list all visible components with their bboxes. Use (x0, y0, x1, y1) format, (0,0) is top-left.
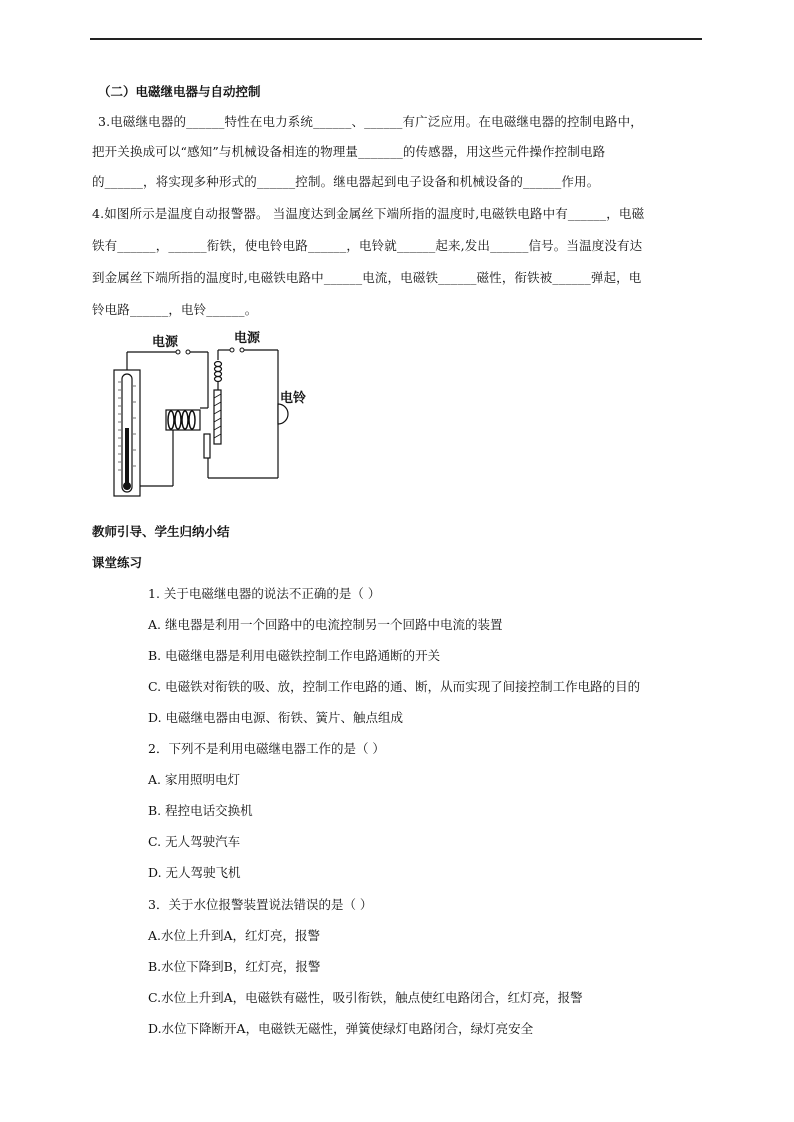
q3-line-2: 把开关换成可以“感知”与机械设备相连的物理量_______的传感器，用这些元件操作控制电路 (92, 144, 606, 159)
summary-heading: 教师引导、学生归纳小结 (92, 524, 230, 539)
question-1-option-b: B. 电磁继电器是利用电磁铁控制工作电路通断的开关 (148, 648, 441, 663)
question-1-option-c: C. 电磁铁对衔铁的吸、放，控制工作电路的通、断，从而实现了间接控制工作电路的目的 (148, 679, 641, 694)
power-label-2: 电源 (234, 331, 261, 346)
question-3-option-d: D.水位下降断开A，电磁铁无磁性，弹簧使绿灯电路闭合，绿灯亮安全 (148, 1021, 534, 1036)
q4-line-2: 铁有______，______衔铁，使电铃电路______，电铃就______起来,发出______信号。当温度没有达 (92, 238, 643, 253)
question-2-option-d: D. 无人驾驶飞机 (148, 865, 241, 880)
section-heading: （二）电磁继电器与自动控制 (98, 84, 261, 99)
question-3-option-b: B.水位下降到B，红灯亮，报警 (148, 959, 321, 974)
power-label-1: 电源 (152, 335, 179, 350)
practice-heading: 课堂练习 (92, 555, 143, 570)
question-3-option-c: C.水位上升到A，电磁铁有磁性，吸引衔铁，触点使红电路闭合，红灯亮，报警 (148, 990, 583, 1005)
question-1-option-a: A. 继电器是利用一个回路中的电流控制另一个回路中电流的装置 (148, 617, 503, 632)
question-3-stem: 3．关于水位报警装置说法错误的是（ ） (148, 897, 373, 912)
question-1-stem: 1. 关于电磁继电器的说法不正确的是（ ） (148, 586, 381, 601)
bell-label: 电铃 (280, 391, 307, 406)
q4-line-1: 4.如图所示是温度自动报警器。 当温度达到金属丝下端所指的温度时,电磁铁电路中有______，电磁 (92, 206, 645, 221)
question-1-option-d: D. 电磁继电器由电源、衔铁、簧片、触点组成 (148, 710, 404, 725)
question-2-option-c: C. 无人驾驶汽车 (148, 834, 241, 849)
q3-line-3: 的______，将实现多种形式的______控制。继电器起到电子设备和机械设备的______作用。 (92, 174, 600, 189)
question-3-option-a: A.水位上升到A，红灯亮，报警 (148, 928, 321, 943)
question-2-stem: 2．下列不是利用电磁继电器工作的是（ ） (148, 741, 385, 756)
question-2-option-b: B. 程控电话交换机 (148, 803, 253, 818)
temperature-alarm-diagram (100, 326, 310, 501)
header-rule (90, 38, 702, 40)
q3-line-1: 3.电磁继电器的______特性在电力系统______、______有广泛应用。在电磁继电器的控制电路中， (98, 114, 643, 129)
q4-line-3: 到金属丝下端所指的温度时,电磁铁电路中______电流，电磁铁______磁性，衔铁被______弹起，电 (92, 270, 642, 285)
q4-line-4: 铃电路______，电铃______。 (92, 302, 258, 317)
question-2-option-a: A. 家用照明电灯 (148, 772, 240, 787)
